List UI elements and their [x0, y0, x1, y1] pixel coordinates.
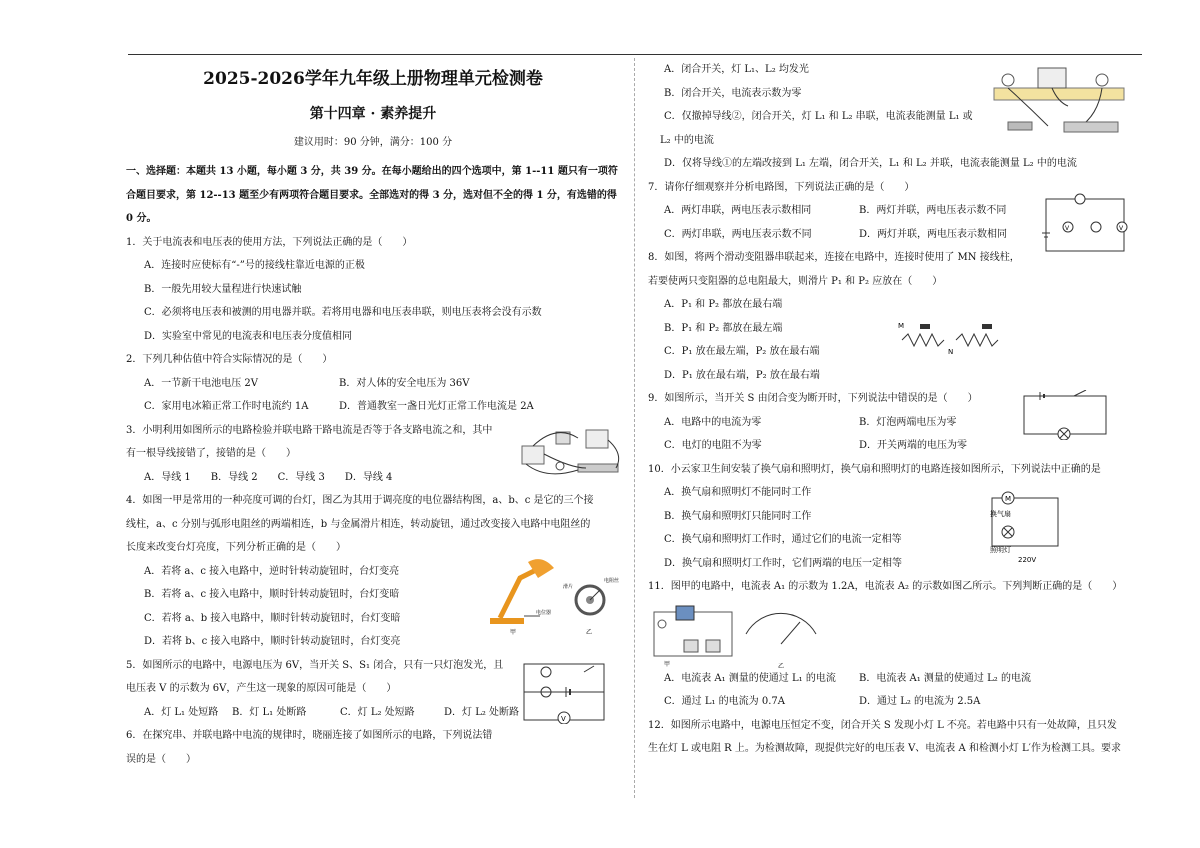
- q10-fig-fan-label: 换气扇: [990, 510, 1011, 518]
- q8-option-b: B．P₁ 和 P₂ 都放在最左端: [664, 322, 783, 334]
- q11-option-a: A．电流表 A₁ 测量的使通过 L₁ 的电流: [664, 672, 836, 684]
- q8-option-a: A．P₁ 和 P₂ 都放在最右端: [664, 299, 783, 310]
- q10-option-d: D．换气扇和照明灯工作时，它们两端的电压一定相等: [664, 557, 903, 569]
- q6-stem-1: 6．在探究串、并联电路中电流的规律时，晓丽连接了如图所示的电路，下列说法错: [126, 730, 493, 741]
- q6-circuit-figure: [988, 66, 1136, 144]
- q7-circuit-figure: [1040, 193, 1130, 257]
- q4-fig-slider-label: 滑片: [563, 584, 574, 590]
- column-divider: [634, 58, 635, 798]
- q4-fig-yi-label: 乙: [586, 629, 593, 636]
- paper-meta: 建议用时：90 分钟，满分：100 分: [293, 137, 453, 148]
- q5-stem-1: 5．如图所示的电路中，电源电压为 6V，当开关 S、S₁ 闭合，只有一只灯泡发光，且: [126, 659, 504, 671]
- q5-option-d: D．灯 L₂ 处断路: [444, 706, 520, 718]
- section-instructions: 一、选择题：本题共 13 小题，每小题 3 分，共 39 分。在每小题给出的四个选项中，第 1--11 题只有一项符合题目要求，第 12--13 题至少有两项符合题目要求。全部选对的得 3 分，选对但不全的得 1 分，有选错的得 0 分。: [126, 166, 618, 224]
- q6-option-c-line2: L₂ 中的电流: [660, 134, 714, 146]
- svg-text:N: N: [948, 348, 954, 356]
- q4-lamp-figure: [480, 556, 625, 636]
- q11-option-b: B．电流表 A₁ 测量的使通过 L₂ 的电流: [859, 672, 1031, 684]
- q10-fig-lamp-label: 照明灯: [990, 546, 1011, 554]
- q9-option-d: D．开关两端的电压为零: [859, 440, 968, 451]
- q4-option-d: D．若将 b、c 接入电路中，顺时针转动旋钮时，台灯变亮: [144, 636, 401, 647]
- header-rule: [128, 54, 1142, 55]
- q3-stem-1: 3．小明利用如图所示的电路检验并联电路干路电流是否等于各支路电流之和，其中: [126, 424, 493, 436]
- q7-option-a: A．两灯串联，两电压表示数相同: [664, 205, 812, 216]
- q4-fig-wire-label: 电阻丝: [604, 578, 620, 584]
- q9-circuit-figure: [1020, 390, 1110, 440]
- q8-option-c: C．P₁ 放在最左端，P₂ 放在最右端: [664, 346, 820, 357]
- svg-text:V: V: [1119, 225, 1124, 232]
- q6-option-d: D．仅将导线①的左端改接到 L₁ 左端，闭合开关，L₁ 和 L₂ 并联，电流表能测量 L₂ 中的电流: [664, 158, 1077, 169]
- q9-stem: 9．如图所示，当开关 S 由闭合变为断开时，下列说法中错误的是（ ）: [648, 393, 978, 404]
- q11-circuit-figure: [650, 604, 822, 672]
- q4-option-b: B．若将 a、c 接入电路中，顺时针转动旋钮时，台灯变暗: [144, 589, 400, 600]
- q2-option-d: D．普通教室一盏日光灯正常工作电流是 2A: [339, 401, 534, 412]
- q10-fig-voltage-label: 220V: [1018, 556, 1037, 564]
- q10-option-a: A．换气扇和照明灯不能同时工作: [664, 487, 812, 498]
- q8-stem-1: 8．如图，将两个滑动变阻器串联起来，连接在电路中，连接时使用了 MN 接线柱，: [648, 252, 1020, 263]
- q2-options-cd: [126, 395, 620, 419]
- svg-text:V: V: [1065, 225, 1070, 232]
- q10-option-c: C．换气扇和照明灯工作时，通过它们的电流一定相等: [664, 534, 902, 545]
- q11-options-cd: [648, 690, 1138, 714]
- q4-stem-2: 线柱，a、c 分别与弧形电阻丝的两端相连，b 与金属滑片相连，转动旋钮，通过改变接入电路中电阻丝的: [126, 518, 591, 530]
- q12-stem-1: 12．如图所示电路中，电源电压恒定不变，闭合开关 S 发现小灯 L 不亮。若电路中只有一处故障，且只发: [648, 719, 1117, 731]
- q4-option-c: C．若将 a、b 接入电路中，顺时针转动旋钮时，台灯变暗: [144, 612, 401, 624]
- q2-option-c: C．家用电冰箱正常工作时电流约 1A: [144, 401, 309, 412]
- q10-circuit-figure: [988, 490, 1062, 564]
- q6-option-a: A．闭合开关，灯 L₁、L₂ 均发光: [664, 64, 809, 75]
- q3-circuit-figure: [516, 424, 628, 482]
- paper-title: 2025-2026学年九年级上册物理单元检测卷: [203, 69, 543, 89]
- q8-option-d: D．P₁ 放在最右端，P₂ 放在最右端: [664, 369, 820, 381]
- q2-stem: 2．下列几种估值中符合实际情况的是（ ）: [126, 354, 333, 365]
- q4-fig-jia-label: 甲: [510, 629, 517, 636]
- q7-option-d: D．两灯并联，两电压表示数相同: [859, 228, 1008, 240]
- q11-fig-yi-label: 乙: [778, 663, 785, 670]
- q8-stem-2: 若要使两只变阻器的总电阻最大，则滑片 P₁ 和 P₂ 应放在（ ）: [648, 275, 943, 287]
- q5-circuit-figure: [518, 658, 610, 724]
- q1-option-d: D．实验室中常见的电流表和电压表分度值相同: [144, 330, 353, 342]
- q4-fig-potentiometer-label: 电位器: [536, 610, 552, 616]
- q3-stem-2: 有一根导线接错了，接错的是（ ）: [126, 448, 296, 459]
- q9-option-b: B．灯泡两端电压为零: [859, 416, 957, 428]
- q8-rheostat-figure: [896, 320, 1012, 356]
- q7-stem: 7．请你仔细观察并分析电路图，下列说法正确的是（ ）: [648, 181, 915, 193]
- q5-stem-2: 电压表 V 的示数为 6V，产生这一现象的原因可能是（ ）: [126, 683, 397, 694]
- svg-text:M: M: [1005, 495, 1012, 503]
- q2-option-b: B．对人体的安全电压为 36V: [339, 377, 470, 389]
- q5-option-c: C．灯 L₂ 处短路: [340, 706, 415, 718]
- q11-stem: 11．图甲的电路中，电流表 A₁ 的示数为 1.2A，电流表 A₂ 的示数如图乙所示。下列判断正确的是（ ）: [648, 581, 1123, 592]
- q9-option-a: A．电路中的电流为零: [664, 416, 762, 428]
- q1-stem: 1．关于电流表和电压表的使用方法，下列说法正确的是（ ）: [126, 236, 413, 248]
- q10-option-b: B．换气扇和照明灯只能同时工作: [664, 510, 812, 522]
- q4-stem-1: 4．如图一甲是常用的一种亮度可调的台灯，图乙为其用于调亮度的电位器结构图，a、b、c 是它的三个接: [126, 495, 594, 506]
- q10-stem: 10．小云家卫生间安装了换气扇和照明灯，换气扇和照明灯的电路连接如图所示，下列说法中正确的是: [648, 463, 1101, 475]
- q3-options: A．导线 1 B．导线 2 C．导线 3 D．导线 4: [144, 471, 393, 483]
- q6-option-c-line1: C．仅撤掉导线②，闭合开关，灯 L₁ 和 L₂ 串联，电流表能测量 L₁ 或: [664, 111, 973, 122]
- q7-option-c: C．两灯串联，两电压表示数不同: [664, 228, 812, 240]
- q6-option-b: B．闭合开关，电流表示数为零: [664, 87, 802, 99]
- q2-options-ab: [126, 372, 620, 396]
- q5-option-b: B．灯 L₁ 处断路: [232, 706, 307, 718]
- q1-option-c: C．必须将电压表和被测的用电器并联。若将用电器和电压表串联，则电压表将会没有示数: [144, 307, 542, 318]
- svg-text:M: M: [898, 322, 905, 330]
- q1-option-b: B．一般先用较大量程进行快速试触: [144, 283, 302, 295]
- paper-subtitle: 第十四章 · 素养提升: [309, 106, 437, 122]
- q1-option-a: A．连接时应使标有“-”号的接线柱靠近电源的正极: [144, 260, 365, 271]
- q7-option-b: B．两灯并联，两电压表示数不同: [859, 205, 1007, 216]
- q11-fig-jia-label: 甲: [664, 661, 671, 668]
- q4-stem-3: 长度来改变台灯亮度，下列分析正确的是（ ）: [126, 542, 346, 553]
- q11-option-c: C．通过 L₁ 的电流为 0.7A: [664, 696, 785, 707]
- svg-text:V: V: [561, 715, 566, 723]
- q4-option-a: A．若将 a、c 接入电路中，逆时针转动旋钮时，台灯变亮: [144, 565, 400, 577]
- q5-option-a: A．灯 L₁ 处短路: [144, 706, 219, 718]
- q2-option-a: A．一节新干电池电压 2V: [144, 377, 258, 389]
- q12-stem-2: 生在灯 L 或电阻 R 上。为检测故障，现提供完好的电压表 V、电流表 A 和检测小灯 L′作为检测工具。要求: [648, 743, 1121, 754]
- q6-stem-2: 误的是（ ）: [126, 753, 196, 765]
- q9-option-c: C．电灯的电阻不为零: [664, 440, 762, 451]
- q11-option-d: D．通过 L₂ 的电流为 2.5A: [859, 696, 981, 707]
